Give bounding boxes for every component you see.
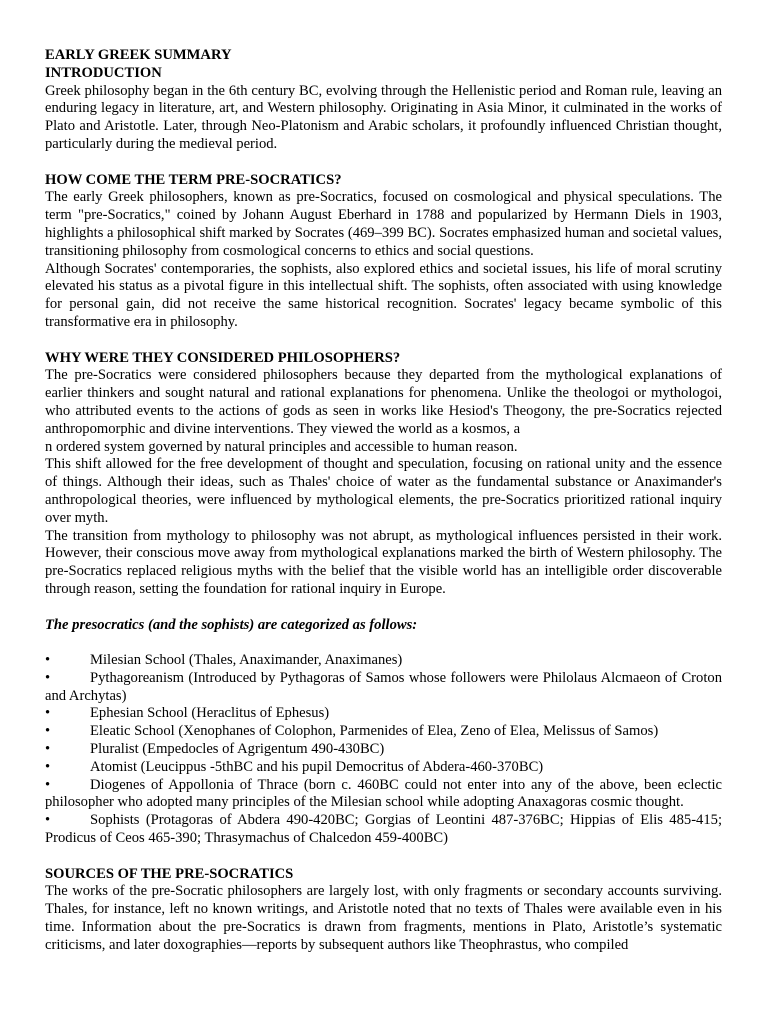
sources-paragraph: The works of the pre-Socratic philosophers are largely lost, with only fragments or secondary accounts surviving. Thales, for instance, left no known writings, and Aristotle noted that no texts of Thales were available even in his time. Information about the pre-Socratics is drawn from fragments, mentions in Plato, Aristotle’s systematic criticisms, and later doxographies—reports by subsequent authors like Theophrastus, who compiled (45, 883, 722, 953)
list-item-text: Sophists (Protagoras of Abdera 490-420BC; Gorgias of Leontini 487-376BC; Hippias of Elis 485-415; Prodicus of Ceos 465-390; Thrasymachus of Chalcedon 459-400BC) (45, 812, 722, 847)
why-paragraph-1-continued: n ordered system governed by natural principles and accessible to human reason. (45, 438, 518, 455)
bullet-icon: • (45, 723, 51, 740)
bullet-icon: • (45, 776, 51, 793)
why-heading: WHY WERE THEY CONSIDERED PHILOSOPHERS? (45, 349, 401, 366)
why-paragraph-3: The transition from mythology to philosophy was not abrupt, as mythological influences persisted in their work. However, their conscious move away from mythological explanations marked the birth of Western philosophy. The pre-Socratics replaced religious myths with the belief that the visible world has an intelligible order discoverable through reason, setting the foundation for rational inquiry in Europe. (45, 527, 722, 597)
list-item (45, 741, 722, 759)
term-heading: HOW COME THE TERM PRE-SOCRATICS? (45, 171, 342, 188)
section-gap (45, 154, 722, 172)
bullet-icon: • (45, 758, 51, 775)
list-item (45, 705, 722, 723)
why-paragraph-1: The pre-Socratics were considered philosophers because they departed from the mythological explanations of earlier thinkers and sought natural and rational explanations for phenomena. Unlike the theologoi or mythologoi, who attributed events to the actions of gods as seen in works like Hesiod's Theogony, the pre-Socratics rejected anthropomorphic and divine interventions. They viewed the world as a kosmos, a (45, 367, 722, 437)
list-item-text: Atomist (Leucippus -5thBC and his pupil Democritus of Abdera-460-370BC) (90, 758, 544, 775)
list-item-text: Ephesian School (Heraclitus of Ephesus) (90, 705, 330, 722)
term-paragraph-1: The early Greek philosophers, known as pre-Socratics, focused on cosmological and physical speculations. The term "pre-Socratics," coined by Johann August Eberhard in 1788 and popularized by Hermann Diels in 1903, highlights a philosophical shift marked by Socrates (469–399 BC). Socrates emphasized human and societal values, transitioning philosophy from cosmological concerns to ethics and social questions. (45, 189, 722, 259)
document-page (45, 47, 722, 955)
list-item (45, 759, 722, 777)
term-paragraph-2: Although Socrates' contemporaries, the sophists, also explored ethics and societal issues, his life of moral scrutiny elevated his status as a pivotal figure in this intellectual shift. The sophists, often associated with using knowledge for personal gain, did not receive the same historical recognition. Socrates' legacy became symbolic of this transformative era in philosophy. (45, 260, 722, 330)
sources-heading: SOURCES OF THE PRE-SOCRATICS (45, 865, 294, 882)
section-gap (45, 332, 722, 350)
intro-heading: INTRODUCTION (45, 64, 162, 81)
list-item-text: Pythagoreanism (Introduced by Pythagoras of Samos whose followers were Philolaus Alcmaeon of Croton and Archytas) (45, 669, 722, 704)
bullet-icon: • (45, 652, 51, 669)
list-item-text: Eleatic School (Xenophanes of Colophon, Parmenides of Elea, Zeno of Elea, Melissus of Samos) (90, 723, 659, 740)
document-title: EARLY GREEK SUMMARY (45, 47, 232, 63)
list-item (45, 812, 722, 848)
list-item-text: Milesian School (Thales, Anaximander, Anaximanes) (90, 652, 403, 669)
section-gap (45, 848, 722, 866)
bullet-icon: • (45, 669, 51, 686)
categories-heading: The presocratics (and the sophists) are categorized as follows: (45, 616, 418, 633)
section-gap (45, 634, 722, 652)
bullet-icon: • (45, 741, 51, 758)
why-paragraph-2: This shift allowed for the free development of thought and speculation, focusing on rational unity and the essence of things. Although their ideas, such as Thales' choice of water as the fundamental substance or Anaximander's anthropological theories, were influenced by mythological elements, the pre-Socratics prioritized rational inquiry over myth. (45, 456, 722, 526)
list-item (45, 670, 722, 706)
section-gap (45, 599, 722, 617)
intro-paragraph: Greek philosophy began in the 6th century BC, evolving through the Hellenistic period and Roman rule, leaving an enduring legacy in literature, art, and Western philosophy. Originating in Asia Minor, it culminated in the works of Plato and Aristotle. Later, through Neo-Platonism and Arabic scholars, it profoundly influenced Christian thought, particularly during the medieval period. (45, 82, 722, 152)
list-item-text: Pluralist (Empedocles of Agrigentum 490-430BC) (90, 741, 385, 758)
categories-list (45, 652, 722, 848)
bullet-icon: • (45, 705, 51, 722)
list-item (45, 723, 722, 741)
list-item-text: Diogenes of Appollonia of Thrace (born c. 460BC could not enter into any of the above, been eclectic philosopher who adopted many principles of the Milesian school while adopting Anaxagoras cosmic thought. (45, 776, 722, 811)
list-item (45, 777, 722, 813)
list-item (45, 652, 722, 670)
bullet-icon: • (45, 812, 51, 829)
